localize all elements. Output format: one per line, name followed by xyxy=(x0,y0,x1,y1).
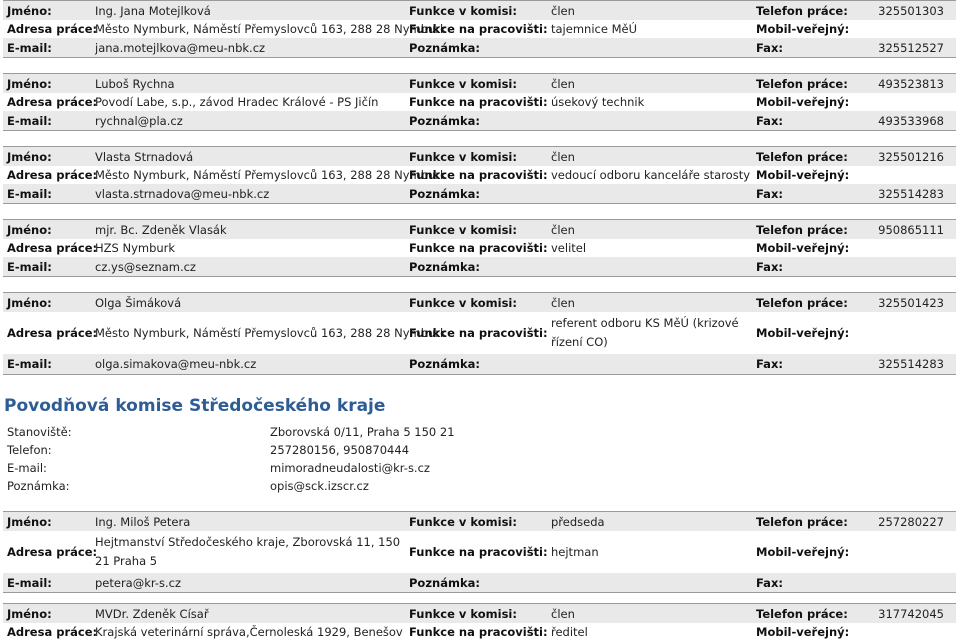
email-label: E-mail: xyxy=(7,461,47,475)
workplace-role-label: Funkce na pracovišti: xyxy=(409,22,548,36)
mobile-label: Mobil-veřejný: xyxy=(756,95,850,109)
contact-card xyxy=(3,73,956,131)
address-value: Krajská veterinární správa,Černoleská 1929, Benešov xyxy=(95,625,403,639)
name-label: Jméno: xyxy=(7,3,52,18)
address-label: Adresa práce: xyxy=(7,22,98,36)
fax-label: Fax: xyxy=(756,357,783,371)
mobile-value xyxy=(857,531,956,573)
note-value xyxy=(547,257,752,276)
work-phone-value: 325501423 xyxy=(878,295,944,310)
mobile-label: Mobil-veřejný: xyxy=(756,326,850,340)
name-value: mjr. Bc. Zdeněk Vlasák xyxy=(95,222,227,237)
name-value: Vlasta Strnadová xyxy=(95,149,194,164)
email-value[interactable]: vlasta.strnadova@meu-nbk.cz xyxy=(95,186,270,201)
phone-label: Telefon: xyxy=(7,443,52,457)
address-label: Adresa práce: xyxy=(7,625,98,639)
name-label: Jméno: xyxy=(7,76,52,91)
mobile-label: Mobil-veřejný: xyxy=(756,22,850,36)
work-phone-label: Telefon práce: xyxy=(756,3,848,18)
email-label: E-mail: xyxy=(7,113,52,128)
workplace-role-label: Funkce na pracovišti: xyxy=(409,326,548,340)
section-title: Povodňová komise Středočeského kraje xyxy=(4,396,386,416)
location-value: Zborovská 0/11, Praha 5 150 21 xyxy=(270,425,455,439)
note-label: Poznámka: xyxy=(409,259,480,274)
contact-card xyxy=(3,0,956,58)
workplace-role-label: Funkce na pracovišti: xyxy=(409,95,548,109)
name-label: Jméno: xyxy=(7,514,52,529)
workplace-role-label: Funkce na pracovišti: xyxy=(409,241,548,255)
address-value: Město Nymburk, Náměstí Přemyslovců 163, 288 28 Nymburk xyxy=(95,326,447,340)
work-phone-value: 325501216 xyxy=(878,149,944,164)
workplace-role-value: referent odboru KS MěÚ (krizové řízení CO) xyxy=(551,316,739,349)
info-row-phone xyxy=(7,441,607,459)
mobile-value xyxy=(857,93,956,111)
contact-card xyxy=(3,292,956,375)
note-value xyxy=(547,354,752,374)
committee-role-label: Funkce v komisi: xyxy=(409,295,517,310)
committee-role-label: Funkce v komisi: xyxy=(409,606,517,621)
address-value: Město Nymburk, Náměstí Přemyslovců 163, 288 28 Nymburk xyxy=(95,168,447,182)
workplace-role-label: Funkce na pracovišti: xyxy=(409,545,548,559)
address-value: Povodí Labe, s.p., závod Hradec Králové - PS Jičín xyxy=(95,95,379,109)
kraj-info xyxy=(7,423,607,495)
mobile-value xyxy=(857,623,956,641)
note-label: Poznámka: xyxy=(409,357,480,371)
mobile-value xyxy=(857,166,956,184)
mobile-label: Mobil-veřejný: xyxy=(756,545,850,559)
note-value[interactable]: opis@sck.izscr.cz xyxy=(270,479,369,493)
committee-role-label: Funkce v komisi: xyxy=(409,514,517,529)
work-phone-value: 493523813 xyxy=(878,76,944,91)
contact-card xyxy=(3,511,956,593)
name-label: Jméno: xyxy=(7,222,52,237)
name-value: MVDr. Zdeněk Císař xyxy=(95,606,209,621)
fax-label: Fax: xyxy=(756,113,783,128)
fax-value: 325512527 xyxy=(878,40,944,55)
committee-role-value: člen xyxy=(551,3,575,18)
email-label: E-mail: xyxy=(7,357,52,371)
work-phone-label: Telefon práce: xyxy=(756,295,848,310)
address-value: Hejtmanství Středočeského kraje, Zborovská 11, 150 21 Praha 5 xyxy=(95,535,401,568)
work-phone-label: Telefon práce: xyxy=(756,514,848,529)
contact-card xyxy=(3,603,956,641)
work-phone-label: Telefon práce: xyxy=(756,76,848,91)
address-label: Adresa práce: xyxy=(7,326,98,340)
email-label: E-mail: xyxy=(7,40,52,55)
note-value xyxy=(547,573,752,592)
fax-value: 325514283 xyxy=(878,357,944,371)
email-value[interactable]: rychnal@pla.cz xyxy=(95,113,183,128)
fax-label: Fax: xyxy=(756,186,783,201)
name-label: Jméno: xyxy=(7,606,52,621)
workplace-role-label: Funkce na pracovišti: xyxy=(409,625,548,639)
workplace-role-value: tajemnice MěÚ xyxy=(551,22,637,36)
phone-value: 257280156, 950870444 xyxy=(270,443,410,457)
note-value xyxy=(547,38,752,57)
email-value[interactable]: olga.simakova@meu-nbk.cz xyxy=(95,357,257,371)
workplace-role-value: hejtman xyxy=(551,545,599,559)
address-value: Město Nymburk, Náměstí Přemyslovců 163, 288 28 Nymburk xyxy=(95,22,447,36)
work-phone-value: 325501303 xyxy=(878,3,944,18)
mobile-value xyxy=(857,20,956,38)
fax-value xyxy=(857,257,956,276)
work-phone-label: Telefon práce: xyxy=(756,606,848,621)
committee-role-value: člen xyxy=(551,149,575,164)
mobile-label: Mobil-veřejný: xyxy=(756,625,850,639)
workplace-role-value: vedoucí odboru kanceláře starosty xyxy=(551,168,751,182)
address-label: Adresa práce: xyxy=(7,241,98,255)
work-phone-value: 257280227 xyxy=(878,514,944,529)
name-value: Luboš Rychna xyxy=(95,76,175,91)
contact-card xyxy=(3,146,956,204)
note-label: Poznámka: xyxy=(409,113,480,128)
fax-label: Fax: xyxy=(756,575,783,590)
contact-card xyxy=(3,219,956,277)
fax-value xyxy=(857,573,956,592)
name-value: Ing. Miloš Petera xyxy=(95,514,191,529)
committee-role-value: člen xyxy=(551,76,575,91)
address-label: Adresa práce: xyxy=(7,545,98,559)
committee-role-label: Funkce v komisi: xyxy=(409,3,517,18)
info-row-email xyxy=(7,459,607,477)
note-value xyxy=(547,184,752,203)
mobile-label: Mobil-veřejný: xyxy=(756,168,850,182)
info-row-location xyxy=(7,423,607,441)
note-value xyxy=(547,111,752,130)
note-label: Poznámka: xyxy=(409,40,480,55)
name-label: Jméno: xyxy=(7,295,52,310)
email-value[interactable]: jana.motejlkova@meu-nbk.cz xyxy=(95,40,266,55)
address-label: Adresa práce: xyxy=(7,95,98,109)
email-value[interactable]: mimoradneudalosti@kr-s.cz xyxy=(270,461,430,475)
work-phone-value: 950865111 xyxy=(878,222,944,237)
fax-label: Fax: xyxy=(756,259,783,274)
committee-role-label: Funkce v komisi: xyxy=(409,222,517,237)
workplace-role-value: velitel xyxy=(551,241,587,255)
note-label: Poznámka: xyxy=(7,479,70,493)
info-row-note xyxy=(7,477,607,495)
mobile-value xyxy=(857,239,956,257)
name-label: Jméno: xyxy=(7,149,52,164)
note-label: Poznámka: xyxy=(409,575,480,590)
committee-role-label: Funkce v komisi: xyxy=(409,76,517,91)
committee-role-label: Funkce v komisi: xyxy=(409,149,517,164)
committee-role-value: člen xyxy=(551,222,575,237)
email-label: E-mail: xyxy=(7,575,52,590)
mobile-label: Mobil-veřejný: xyxy=(756,241,850,255)
email-label: E-mail: xyxy=(7,186,52,201)
note-label: Poznámka: xyxy=(409,186,480,201)
committee-role-value: člen xyxy=(551,295,575,310)
fax-value: 493533968 xyxy=(878,113,944,128)
email-label: E-mail: xyxy=(7,259,52,274)
mobile-value xyxy=(857,312,956,354)
fax-value: 325514283 xyxy=(878,186,944,201)
email-value[interactable]: cz.ys@seznam.cz xyxy=(95,259,196,274)
work-phone-label: Telefon práce: xyxy=(756,222,848,237)
work-phone-value: 317742045 xyxy=(878,606,944,621)
committee-role-value: předseda xyxy=(551,514,605,529)
address-value: HZS Nymburk xyxy=(95,241,176,255)
address-label: Adresa práce: xyxy=(7,168,98,182)
email-value[interactable]: petera@kr-s.cz xyxy=(95,575,182,590)
name-value: Olga Šimáková xyxy=(95,295,182,310)
work-phone-label: Telefon práce: xyxy=(756,149,848,164)
committee-role-value: člen xyxy=(551,606,575,621)
location-label: Stanoviště: xyxy=(7,425,72,439)
name-value: Ing. Jana Motejlková xyxy=(95,3,211,18)
workplace-role-value: ředitel xyxy=(551,625,588,639)
fax-label: Fax: xyxy=(756,40,783,55)
workplace-role-value: úsekový technik xyxy=(551,95,645,109)
workplace-role-label: Funkce na pracovišti: xyxy=(409,168,548,182)
